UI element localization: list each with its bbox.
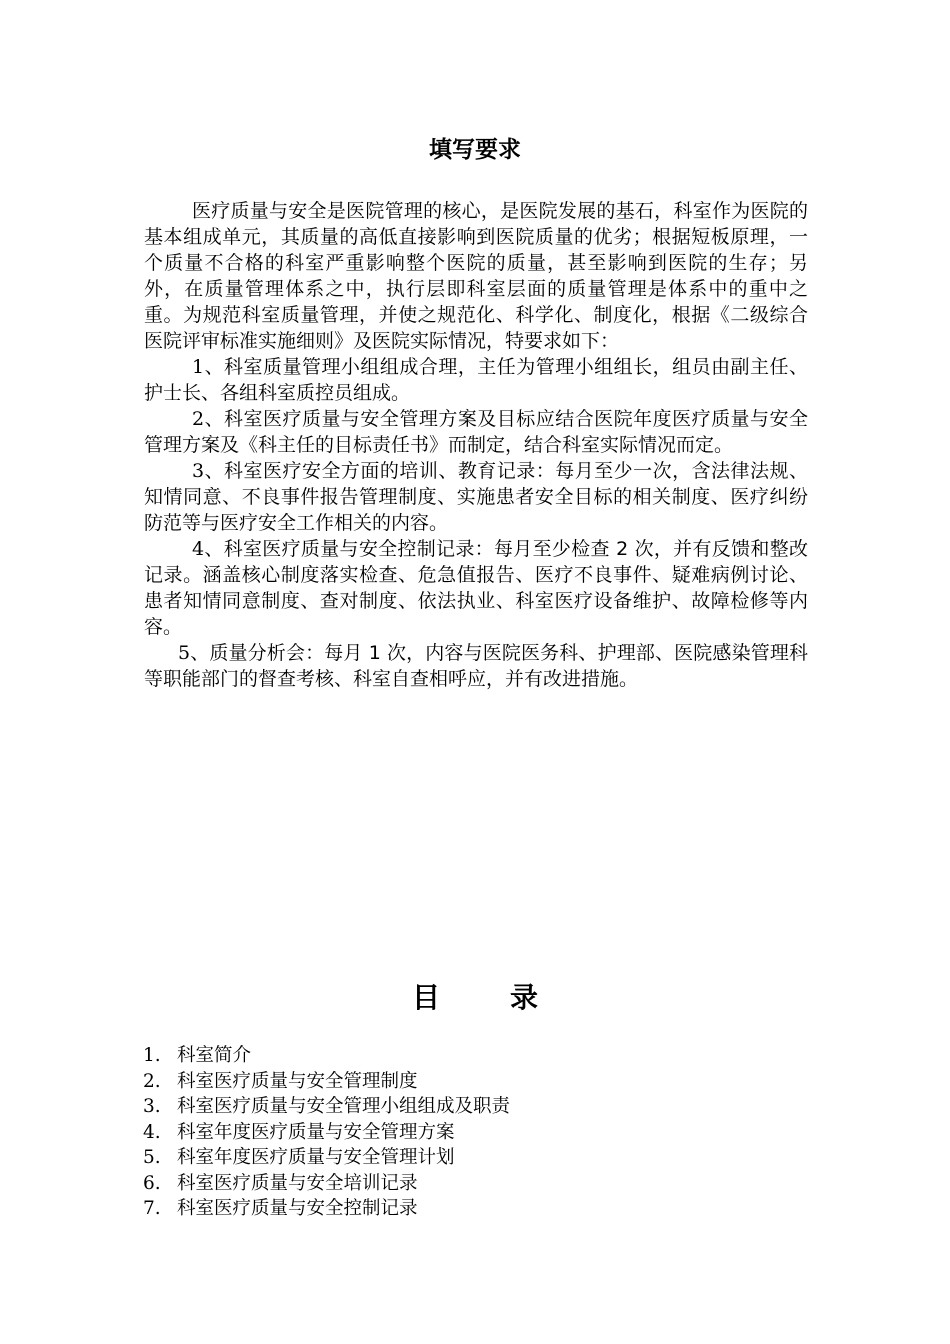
toc-item-label: 科室简介: [177, 1045, 252, 1066]
toc-item-label: 科室医疗质量与安全管理制度: [177, 1070, 418, 1092]
toc-item-number: 3.: [143, 1096, 161, 1117]
toc-item-number: 1.: [143, 1045, 161, 1066]
toc-item-label: 科室医疗质量与安全控制记录: [177, 1198, 418, 1219]
toc-item-number: 7.: [143, 1198, 161, 1219]
toc-item: [143, 1171, 510, 1197]
requirement-item-4: [144, 536, 808, 640]
requirement-item-1: [144, 354, 808, 406]
toc-item: [143, 1196, 510, 1222]
toc-item: [143, 1094, 510, 1120]
toc-item-label: 科室年度医疗质量与安全管理方案: [177, 1121, 455, 1143]
requirement-item-3-text: 3、科室医疗安全方面的培训、教育记录：: [192, 460, 556, 482]
toc-title: 目录: [411, 981, 608, 1014]
requirements-body: [144, 198, 808, 692]
requirement-item-3: [144, 458, 808, 536]
toc-item-label: 科室医疗质量与安全培训记录: [177, 1172, 418, 1194]
toc-item-label: 科室年度医疗质量与安全管理计划: [177, 1147, 455, 1168]
requirement-item-4-text: 4、科室医疗质量与安全控制记录：: [192, 538, 494, 560]
toc-item: [143, 1043, 510, 1069]
toc-item: [143, 1120, 510, 1146]
requirement-item-2: [144, 406, 808, 458]
requirement-item-5-detail: 每月 1 次，内容与医院医务科、护理部、医院感染管理科等职能部门的督查考核、科室自查相呼应，并有改进措施。: [144, 642, 809, 690]
requirement-item-5-text: 5、质量分析会：: [178, 642, 325, 664]
toc-item-number: 4.: [143, 1121, 161, 1143]
requirement-item-2-text: 2、科室医疗质量与安全管理方案及目标应结合医院年度医疗质量与安全管理方案及《科主任的目标责任书》而制定，结合科室实际情况而定。: [144, 408, 808, 456]
toc-item-number: 6.: [143, 1172, 161, 1194]
toc-list: [143, 1043, 510, 1222]
toc-item-number: 2.: [143, 1070, 161, 1092]
toc-item: [143, 1069, 510, 1095]
toc-item-number: 5.: [143, 1147, 161, 1168]
requirement-item-5: [144, 640, 808, 692]
requirements-intro: 医疗质量与安全是医院管理的核心，是医院发展的基石，科室作为医院的基本组成单元，其质量的高低直接影响到医院质量的优劣；根据短板原理，一个质量不合格的科室严重影响整个医院的质量，甚至影响到医院的生存；另外，在质量管理体系之中，执行层即科室层面的质量管理是体系中的重中之重。为规范科室质量管理，并使之规范化、科学化、制度化，根据《二级综合医院评审标准实施细则》及医院实际情况，特要求如下：: [144, 200, 808, 352]
toc-item-label: 科室医疗质量与安全管理小组组成及职责: [177, 1096, 511, 1117]
requirement-item-1-text: 1、科室质量管理小组组成合理，主任为管理小组组长，组员由副主任、护士长、各组科室质控员组成。: [144, 356, 808, 404]
requirement-item-3-detail: 每月至少一次，含法律法规、知情同意、不良事件报告管理制度、实施患者安全目标的相关制度、医疗纠纷防范等与医疗安全工作相关的内容。: [144, 460, 808, 534]
requirements-title: 填写要求: [429, 137, 521, 163]
toc-item: [143, 1145, 510, 1171]
requirement-item-4-detail: 每月至少检查 2 次，并有反馈和整改记录。涵盖核心制度落实检查、危急值报告、医疗不良事件、疑难病例讨论、患者知情同意制度、查对制度、依法执业、科室医疗设备维护、故障检修等内容。: [144, 538, 809, 638]
